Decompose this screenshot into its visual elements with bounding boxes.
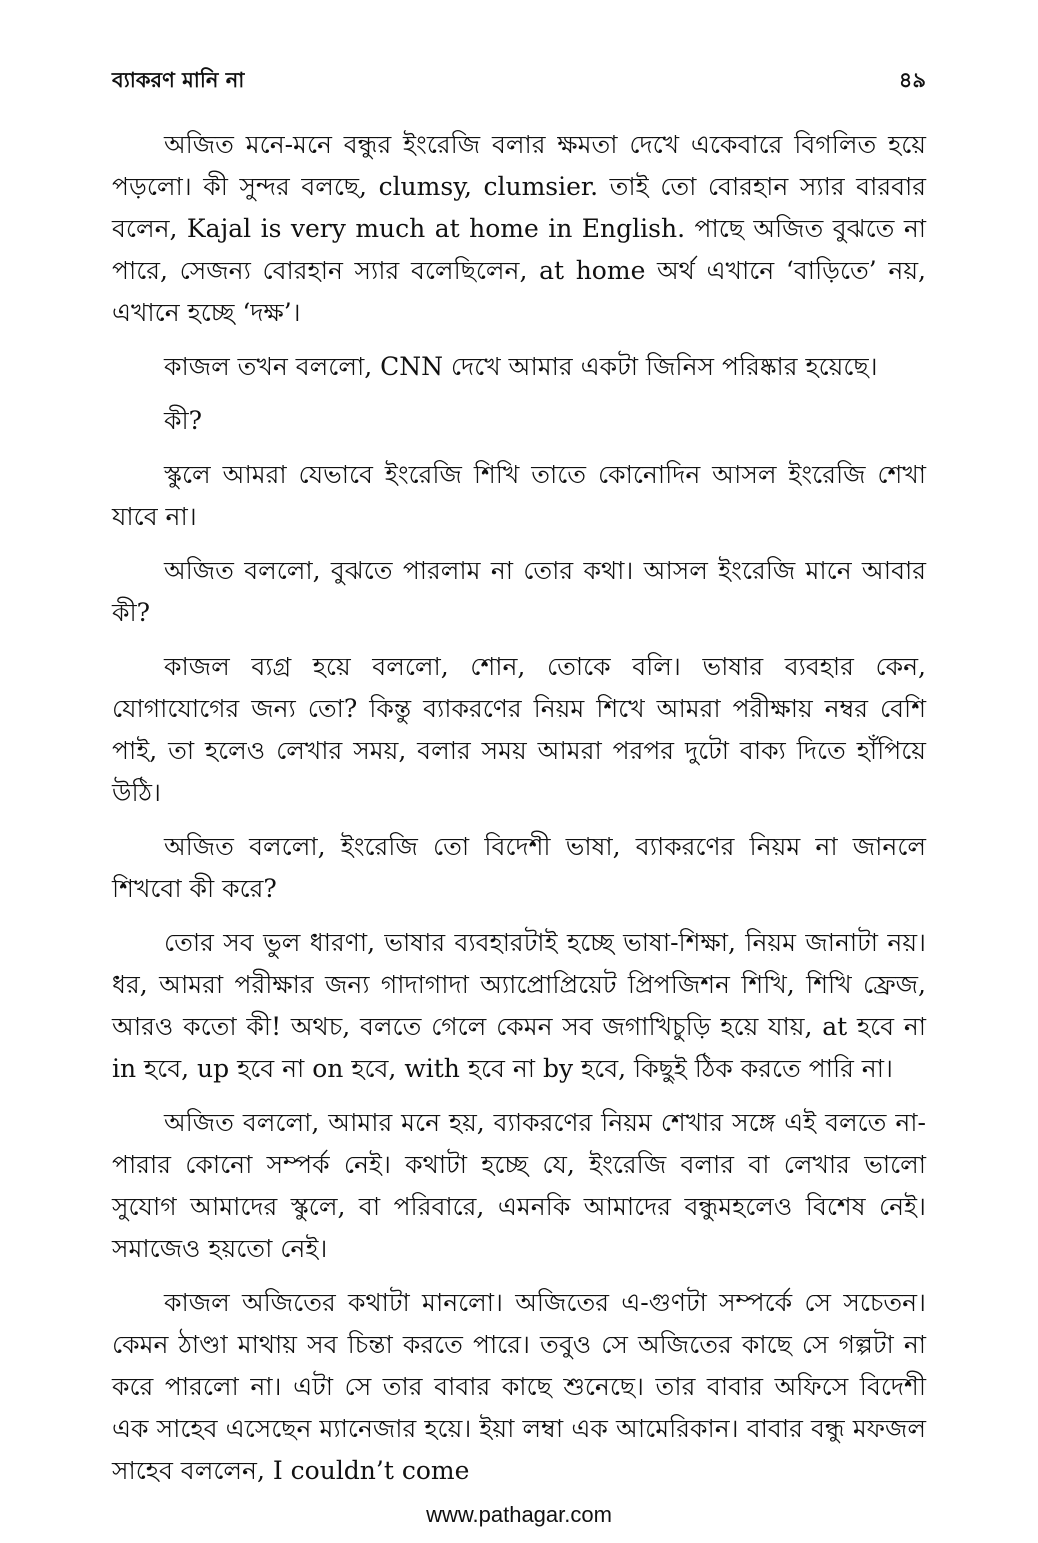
- paragraph: কী?: [164, 406, 203, 435]
- page-number: ৪৯: [898, 68, 926, 92]
- running-head: ব্যাকরণ মানি না: [112, 68, 245, 92]
- paragraph: কাজল তখন বললো, CNN দেখে আমার একটা জিনিস পরিষ্কার হয়েছে।: [164, 352, 878, 381]
- body-text: [112, 124, 926, 1504]
- page-header: [112, 64, 926, 104]
- paragraph: তোর সব ভুল ধারণা, ভাষার ব্যবহারটাই হচ্ছে ভাষা-শিক্ষা, নিয়ম জানাটা নয়। ধর, আমরা পরীক্ষার জন্য গাদাগাদা অ্যাপ্রোপ্রিয়েট প্রিপজিশন শিখি, শিখি ফ্রেজ, আরও কতো কী! অথচ, বলতে গেলে কেমন সব জগাখিচুড়ি হয়ে যায়, at হবে না in হবে, up হবে না on হবে, with হবে না by হবে, কিছুই ঠিক করতে পারি না।: [112, 928, 926, 1083]
- paragraph: অজিত বললো, বুঝতে পারলাম না তোর কথা। আসল ইংরেজি মানে আবার কী?: [112, 556, 926, 627]
- paragraph: কাজল অজিতের কথাটা মানলো। অজিতের এ-গুণটা সম্পর্কে সে সচেতন। কেমন ঠাণ্ডা মাথায় সব চিন্তা করতে পারে। তবুও সে অজিতের কাছে সে গল্পটা না করে পারলো না। এটা সে তার বাবার কাছে শুনেছে। তার বাবার অফিসে বিদেশী এক সাহেব এসেছেন ম্যানেজার হয়ে। ইয়া লম্বা এক আমেরিকান। বাবার বন্ধু মফজল সাহেব বললেন, I couldn’t come: [112, 1288, 926, 1485]
- paragraph: কাজল ব্যগ্র হয়ে বললো, শোন, তোকে বলি। ভাষার ব্যবহার কেন, যোগাযোগের জন্য তো? কিন্তু ব্যাকরণের নিয়ম শিখে আমরা পরীক্ষায় নম্বর বেশি পাই, তা হলেও লেখার সময়, বলার সময় আমরা পরপর দুটো বাক্য দিতে হাঁপিয়ে উঠি।: [112, 652, 926, 807]
- paragraph: স্কুলে আমরা যেভাবে ইংরেজি শিখি তাতে কোনোদিন আসল ইংরেজি শেখা যাবে না।: [112, 460, 926, 531]
- footer-url: www.pathagar.com: [426, 1502, 612, 1527]
- paragraph: অজিত বললো, আমার মনে হয়, ব্যাকরণের নিয়ম শেখার সঙ্গে এই বলতে না-পারার কোনো সম্পর্ক নেই। কথাটা হচ্ছে যে, ইংরেজি বলার বা লেখার ভালো সুযোগ আমাদের স্কুলে, বা পরিবারে, এমনকি আমাদের বন্ধুমহলেও বিশেষ নেই। সমাজেও হয়তো নেই।: [112, 1108, 926, 1263]
- paragraph: অজিত মনে-মনে বন্ধুর ইংরেজি বলার ক্ষমতা দেখে একেবারে বিগলিত হয়ে পড়লো। কী সুন্দর বলছে, clumsy, clumsier. তাই তো বোরহান স্যার বারবার বলেন, Kajal is very much at home in English. পাছে অজিত বুঝতে না পারে, সেজন্য বোরহান স্যার বলেছিলেন, at home অর্থ এখানে ‘বাড়িতে’ নয়, এখানে হচ্ছে ‘দক্ষ’।: [112, 130, 926, 327]
- paragraph: অজিত বললো, ইংরেজি তো বিদেশী ভাষা, ব্যাকরণের নিয়ম না জানলে শিখবো কী করে?: [112, 832, 926, 903]
